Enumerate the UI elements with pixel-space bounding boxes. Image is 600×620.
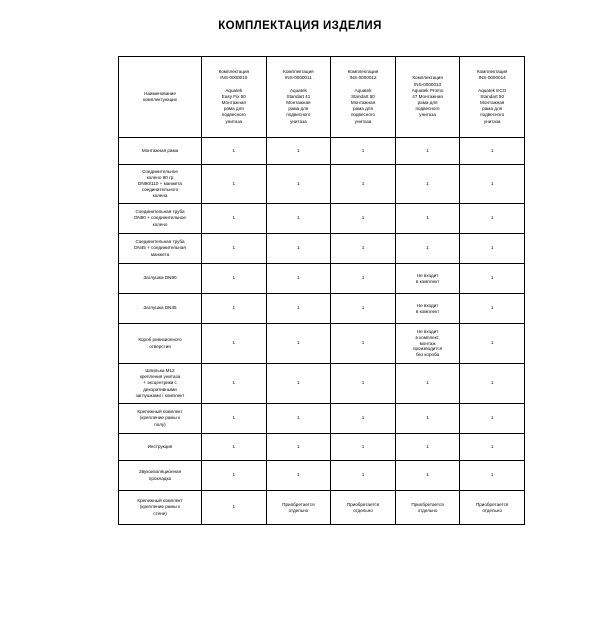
column-header-kit-5	[460, 57, 525, 138]
row-value-line: производится	[412, 346, 443, 352]
row-value-cell	[460, 491, 525, 525]
row-value-cell: 1	[266, 461, 331, 491]
row-value-cell	[395, 294, 460, 324]
row-name-line: Соединительная труба	[135, 239, 185, 245]
row-name-line: Инструкция	[147, 443, 173, 449]
row-value-cell	[395, 491, 460, 525]
header-line: INS-0000014	[478, 75, 506, 81]
row-value-cell	[266, 491, 331, 525]
table-row	[119, 461, 525, 491]
column-header-text	[463, 69, 521, 125]
table-row	[119, 434, 525, 461]
row-value-line: отдельно	[417, 507, 438, 513]
row-name-line: Соединительная труба	[135, 209, 185, 215]
row-value-line: в комплект	[415, 308, 440, 314]
column-header-text	[122, 91, 198, 103]
table-row	[119, 234, 525, 264]
row-value-line: Приобретается	[282, 501, 315, 507]
row-value-line: в комплект,	[415, 334, 440, 340]
row-name-line: крепления унитаза	[139, 374, 181, 380]
row-name-line: Крепежный комплект	[137, 409, 183, 415]
column-header-text	[205, 69, 263, 125]
row-value-cell: 1	[395, 364, 460, 404]
row-value-cell: 1	[331, 264, 396, 294]
row-name-cell	[119, 234, 202, 264]
row-value-line: Не входит	[416, 272, 439, 278]
row-value-line: Приобретается	[411, 501, 444, 507]
header-line: рама для	[223, 106, 244, 112]
table-row	[119, 364, 525, 404]
document-page	[0, 20, 600, 620]
table-row	[119, 165, 525, 204]
row-value-cell: 1	[266, 204, 331, 234]
row-value-cell: 1	[395, 234, 460, 264]
row-name-line: Короб ревизионного	[138, 337, 182, 343]
column-header-text	[334, 69, 392, 125]
row-name-line: Соединительное	[142, 168, 178, 174]
header-line: подвесного	[480, 112, 505, 118]
header-line: INS-0000013	[414, 81, 442, 87]
header-line: Наименование	[144, 90, 176, 96]
row-name-line: DN90 + соединительное	[134, 215, 186, 221]
row-name-line: колена	[152, 193, 168, 199]
row-value-line: Не входит	[416, 302, 439, 308]
row-value-cell: 1	[331, 138, 396, 165]
row-value-cell: 1	[266, 434, 331, 461]
row-value-cell: 1	[202, 204, 267, 234]
column-header-kit-4	[395, 57, 460, 138]
row-value-cell: 1	[331, 434, 396, 461]
row-name-line: колено	[152, 221, 168, 227]
header-line: Aquatek ECO	[478, 87, 507, 93]
column-header-kit-2	[266, 57, 331, 138]
row-name-line: колено 90 гр	[146, 174, 174, 180]
row-value-cell: 1	[331, 324, 396, 364]
row-name-line: (крепление рамы к	[139, 504, 181, 510]
row-value-line: в комплект	[415, 278, 440, 284]
row-value-cell: 1	[395, 461, 460, 491]
row-value-cell: 1	[395, 404, 460, 434]
column-header-text	[399, 75, 457, 118]
header-line: Easy Fix 50	[221, 93, 246, 99]
header-line: Aquatek	[225, 87, 243, 93]
row-name-line: заглушками / комплект	[135, 392, 185, 398]
header-line: Монтажная	[221, 100, 246, 106]
table-row	[119, 138, 525, 165]
row-value-cell: 1	[202, 264, 267, 294]
header-line: INS-0000011	[285, 75, 312, 81]
row-name-line: Крепежный комплект	[137, 498, 183, 504]
row-value-cell: 1	[202, 364, 267, 404]
row-value-cell: 1	[202, 491, 267, 525]
row-value-cell	[395, 324, 460, 364]
row-value-cell: 1	[331, 234, 396, 264]
row-value-line: Приобретается	[346, 501, 380, 507]
row-name-cell	[119, 294, 202, 324]
row-value-cell: 1	[202, 434, 267, 461]
table-header	[119, 57, 525, 138]
row-value-line: монтаж	[419, 340, 436, 346]
row-value-cell: 1	[266, 404, 331, 434]
header-line: Комплектация	[476, 69, 508, 75]
header-line: унитаза	[354, 118, 372, 124]
table-row	[119, 404, 525, 434]
header-line: Монтажная	[286, 100, 311, 106]
row-name-cell	[119, 204, 202, 234]
header-line: унитаза	[419, 112, 436, 118]
row-name-cell	[119, 434, 202, 461]
row-name-line: стене)	[153, 510, 167, 516]
kit-table	[118, 56, 525, 525]
header-line: Aquatek Promo	[411, 87, 444, 93]
header-line: Монтажная	[480, 100, 505, 106]
column-header-text	[270, 69, 328, 125]
row-value-line: Приобретается	[475, 501, 509, 507]
row-name-line: Звукоизоляционная	[138, 469, 182, 475]
row-value-cell: 1	[266, 264, 331, 294]
row-value-cell: 1	[395, 204, 460, 234]
row-value-cell: 1	[331, 204, 396, 234]
header-line: Aquatek	[289, 87, 307, 93]
row-value-cell: 1	[331, 364, 396, 404]
row-value-cell: 1	[331, 461, 396, 491]
row-name-line: манжета	[150, 251, 170, 257]
row-name-line: полу)	[154, 421, 166, 427]
row-value-line: отдельно	[288, 507, 309, 513]
row-name-line: декоративными	[143, 386, 177, 392]
table-row	[119, 324, 525, 364]
header-line: рама для	[417, 100, 438, 106]
row-name-line: (крепление рамы к	[139, 415, 181, 421]
row-value-cell: 1	[460, 138, 525, 165]
header-line: Комплектация	[218, 69, 250, 75]
row-value-cell	[395, 264, 460, 294]
row-value-cell: 1	[460, 294, 525, 324]
header-line: унитаза	[290, 118, 307, 124]
column-header-kit-1	[202, 57, 267, 138]
row-value-cell	[331, 491, 396, 525]
header-line: рама для	[353, 106, 373, 112]
row-name-cell	[119, 364, 202, 404]
row-value-cell: 1	[460, 234, 525, 264]
row-value-cell: 1	[395, 434, 460, 461]
row-value-line: без короба	[415, 352, 440, 358]
header-line: Standart 50	[480, 93, 505, 99]
row-value-line: Не входит	[416, 328, 439, 334]
row-value-cell: 1	[202, 404, 267, 434]
row-name-cell	[119, 264, 202, 294]
header-line: Комплектация	[412, 75, 443, 81]
header-line: подвесного	[415, 106, 440, 112]
row-name-cell	[119, 404, 202, 434]
header-line: Комплектация	[283, 69, 314, 75]
row-value-cell: 1	[331, 404, 396, 434]
row-value-line: отдельно	[353, 507, 373, 513]
header-line: Монтажная	[350, 100, 376, 106]
row-value-cell: 1	[460, 461, 525, 491]
row-value-cell: 1	[460, 404, 525, 434]
row-value-cell: 1	[202, 324, 267, 364]
row-value-cell: 1	[202, 234, 267, 264]
row-value-cell: 1	[202, 461, 267, 491]
row-value-cell: 1	[266, 324, 331, 364]
table-row	[119, 491, 525, 525]
column-header-kit-3	[331, 57, 396, 138]
table-row	[119, 204, 525, 234]
row-name-line: отверстия	[149, 343, 171, 349]
row-name-cell	[119, 324, 202, 364]
header-line: INS-0000012	[349, 75, 377, 81]
row-value-cell: 1	[460, 434, 525, 461]
row-value-cell: 1	[202, 138, 267, 165]
header-line: подвесного	[221, 112, 246, 118]
row-value-cell: 1	[266, 294, 331, 324]
header-line: Standart 41	[286, 93, 311, 99]
row-name-line: + эксцентрики с	[143, 380, 177, 386]
row-value-cell: 1	[266, 234, 331, 264]
row-name-line: DN90/110 + манжета	[138, 180, 182, 186]
row-name-cell	[119, 138, 202, 165]
row-value-cell: 1	[460, 165, 525, 204]
header-line: Standart 50	[351, 93, 375, 99]
header-line: унитаза	[225, 118, 243, 124]
header-line: Комплектация	[347, 69, 379, 75]
row-name-line: Заглушка DN90	[143, 275, 177, 281]
page-title: КОМПЛЕКТАЦИЯ ИЗДЕЛИЯ	[218, 20, 382, 32]
header-line: рама для	[482, 106, 503, 112]
row-value-cell: 1	[202, 294, 267, 324]
table-row	[119, 264, 525, 294]
row-value-cell: 1	[266, 165, 331, 204]
row-value-cell: 1	[460, 364, 525, 404]
header-line: INS-0000010	[220, 75, 248, 81]
header-line: Aquatek	[354, 87, 372, 93]
column-header-name	[119, 57, 202, 138]
row-value-cell: 1	[331, 165, 396, 204]
row-value-cell: 1	[395, 165, 460, 204]
row-name-cell	[119, 461, 202, 491]
row-value-cell: 1	[460, 204, 525, 234]
row-value-cell: 1	[202, 165, 267, 204]
row-value-cell: 1	[460, 324, 525, 364]
row-value-cell: 1	[460, 264, 525, 294]
table-body	[119, 138, 525, 525]
header-line: рама для	[288, 106, 309, 112]
row-name-line: прокладка	[148, 475, 172, 481]
kit-table-container	[118, 56, 509, 525]
row-name-cell	[119, 491, 202, 525]
row-name-line: Заглушка DN45	[143, 305, 177, 311]
header-line: унитаза	[483, 118, 501, 124]
row-name-line: DN45 + соединительная	[134, 245, 186, 251]
row-value-line: отдельно	[482, 507, 502, 513]
row-value-cell: 1	[395, 138, 460, 165]
row-value-cell: 1	[266, 364, 331, 404]
row-name-line: Шпилька М12	[145, 368, 175, 374]
table-row	[119, 294, 525, 324]
row-value-cell: 1	[266, 138, 331, 165]
row-value-cell: 1	[331, 294, 396, 324]
header-line: подвесного	[286, 112, 311, 118]
table-header-row	[119, 57, 525, 138]
header-line: 47 Монтажная	[412, 93, 443, 99]
row-name-line: Монтажная рама	[141, 147, 179, 153]
row-name-cell	[119, 165, 202, 204]
header-line: комплектующих	[142, 97, 178, 102]
row-name-line: соединительного	[141, 187, 179, 193]
header-line: подвесного	[350, 112, 376, 118]
